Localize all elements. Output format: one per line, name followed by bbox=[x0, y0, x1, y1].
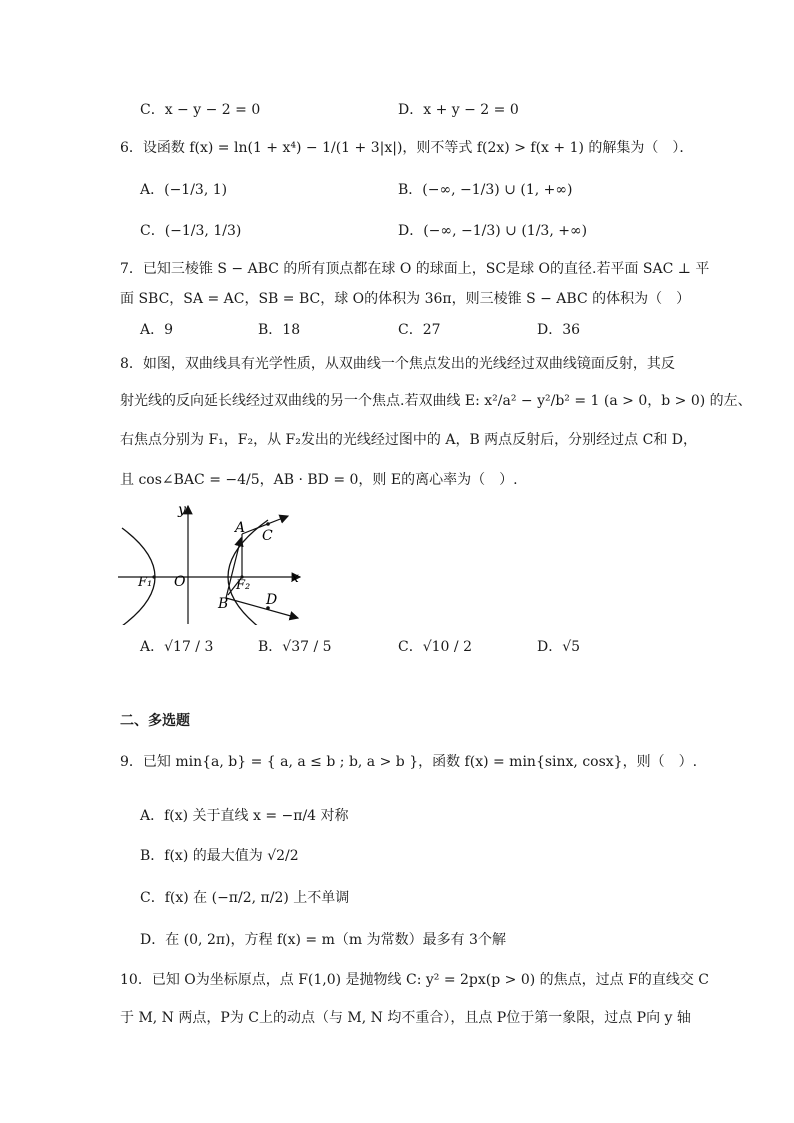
q7-line2: 面 SBC，SA = AC，SB = BC，球 O的体积为 36π，则三棱锥 S − ABC 的体积为（ ） bbox=[120, 291, 691, 307]
q8-option-c: C．√10 / 2 bbox=[398, 639, 472, 655]
label-f2: F₂ bbox=[236, 578, 251, 593]
point-c bbox=[266, 522, 270, 526]
q9-option-d: D．在 (0, 2π)，方程 f(x) = m（m 为常数）最多有 3个解 bbox=[140, 932, 506, 948]
q6-option-b: B．(−∞, −1/3) ∪ (1, +∞) bbox=[398, 182, 573, 198]
label-y: y bbox=[178, 502, 186, 518]
label-c: C bbox=[262, 528, 273, 544]
hyperbola-figure bbox=[118, 500, 318, 625]
q5-option-c: C．x − y − 2 = 0 bbox=[140, 102, 261, 118]
q10-line1: 10．已知 O为坐标原点，点 F(1,0) 是抛物线 C: y² = 2px(p > 0) 的焦点，过点 F的直线交 C bbox=[120, 972, 709, 988]
q8-option-d: D．√5 bbox=[537, 639, 581, 655]
q7-option-c: C．27 bbox=[398, 322, 441, 338]
q6-option-d: D．(−∞, −1/3) ∪ (1/3, +∞) bbox=[398, 223, 588, 239]
q8-option-b: B．√37 / 5 bbox=[258, 639, 332, 655]
q7-option-a: A．9 bbox=[140, 322, 174, 338]
label-f1: F₁ bbox=[138, 575, 153, 590]
label-d: D bbox=[266, 592, 278, 608]
q6-option-c: C．(−1/3, 1/3) bbox=[140, 223, 242, 239]
q6-stem: 6．设函数 f(x) = ln(1 + x⁴) − 1/(1 + 3|x|)，则不等式 f(2x) > f(x + 1) 的解集为（ ）． bbox=[120, 140, 694, 156]
ray-b-to-d bbox=[226, 598, 298, 618]
q7-option-b: B．18 bbox=[258, 322, 301, 338]
q6-option-a: A．(−1/3, 1) bbox=[140, 182, 228, 198]
focus-f1-point bbox=[152, 575, 155, 578]
q8-line4: 且 cos∠BAC = −4/5，AB · BD = 0，则 E的离心率为（ ）. bbox=[120, 472, 518, 488]
section-title-multiple-choice: 二、多选题 bbox=[120, 713, 190, 729]
q9-option-c: C．f(x) 在 (−π/2, π/2) 上不单调 bbox=[140, 890, 350, 906]
q9-stem: 9．已知 min{a, b} = { a, a ≤ b ; b, a > b }，函数 f(x) = min{sinx, cosx}，则（ ）. bbox=[120, 754, 698, 770]
q8-line1: 8．如图，双曲线具有光学性质，从双曲线一个焦点发出的光线经过双曲线镜面反射，其反 bbox=[120, 356, 675, 372]
q9-option-a: A．f(x) 关于直线 x = −π/4 对称 bbox=[140, 808, 349, 824]
q10-line2: 于 M, N 两点，P为 C上的动点（与 M, N 均不重合），且点 P位于第一象限，过点 P向 y 轴 bbox=[120, 1010, 691, 1026]
label-b: B bbox=[218, 596, 229, 612]
q7-line1: 7．已知三棱锥 S − ABC 的所有顶点都在球 O 的球面上，SC是球 O的直径.若平面 SAC ⊥ 平 bbox=[120, 261, 710, 277]
q7-option-d: D．36 bbox=[537, 322, 581, 338]
q9-option-b: B．f(x) 的最大值为 √2/2 bbox=[140, 848, 299, 864]
q5-option-d: D．x + y − 2 = 0 bbox=[398, 102, 519, 118]
q8-line3: 右焦点分别为 F₁，F₂，从 F₂发出的光线经过图中的 A，B 两点反射后，分别经过点 C和 D， bbox=[120, 432, 698, 448]
label-o: O bbox=[174, 574, 186, 590]
label-x: x bbox=[291, 570, 299, 586]
label-a: A bbox=[235, 520, 246, 536]
q8-option-a: A．√17 / 3 bbox=[140, 639, 214, 655]
q8-line2: 射光线的反向延长线经过双曲线的另一个焦点.若双曲线 E: x²/a² − y²/b² = 1 (a > 0，b > 0) 的左、 bbox=[120, 393, 752, 409]
